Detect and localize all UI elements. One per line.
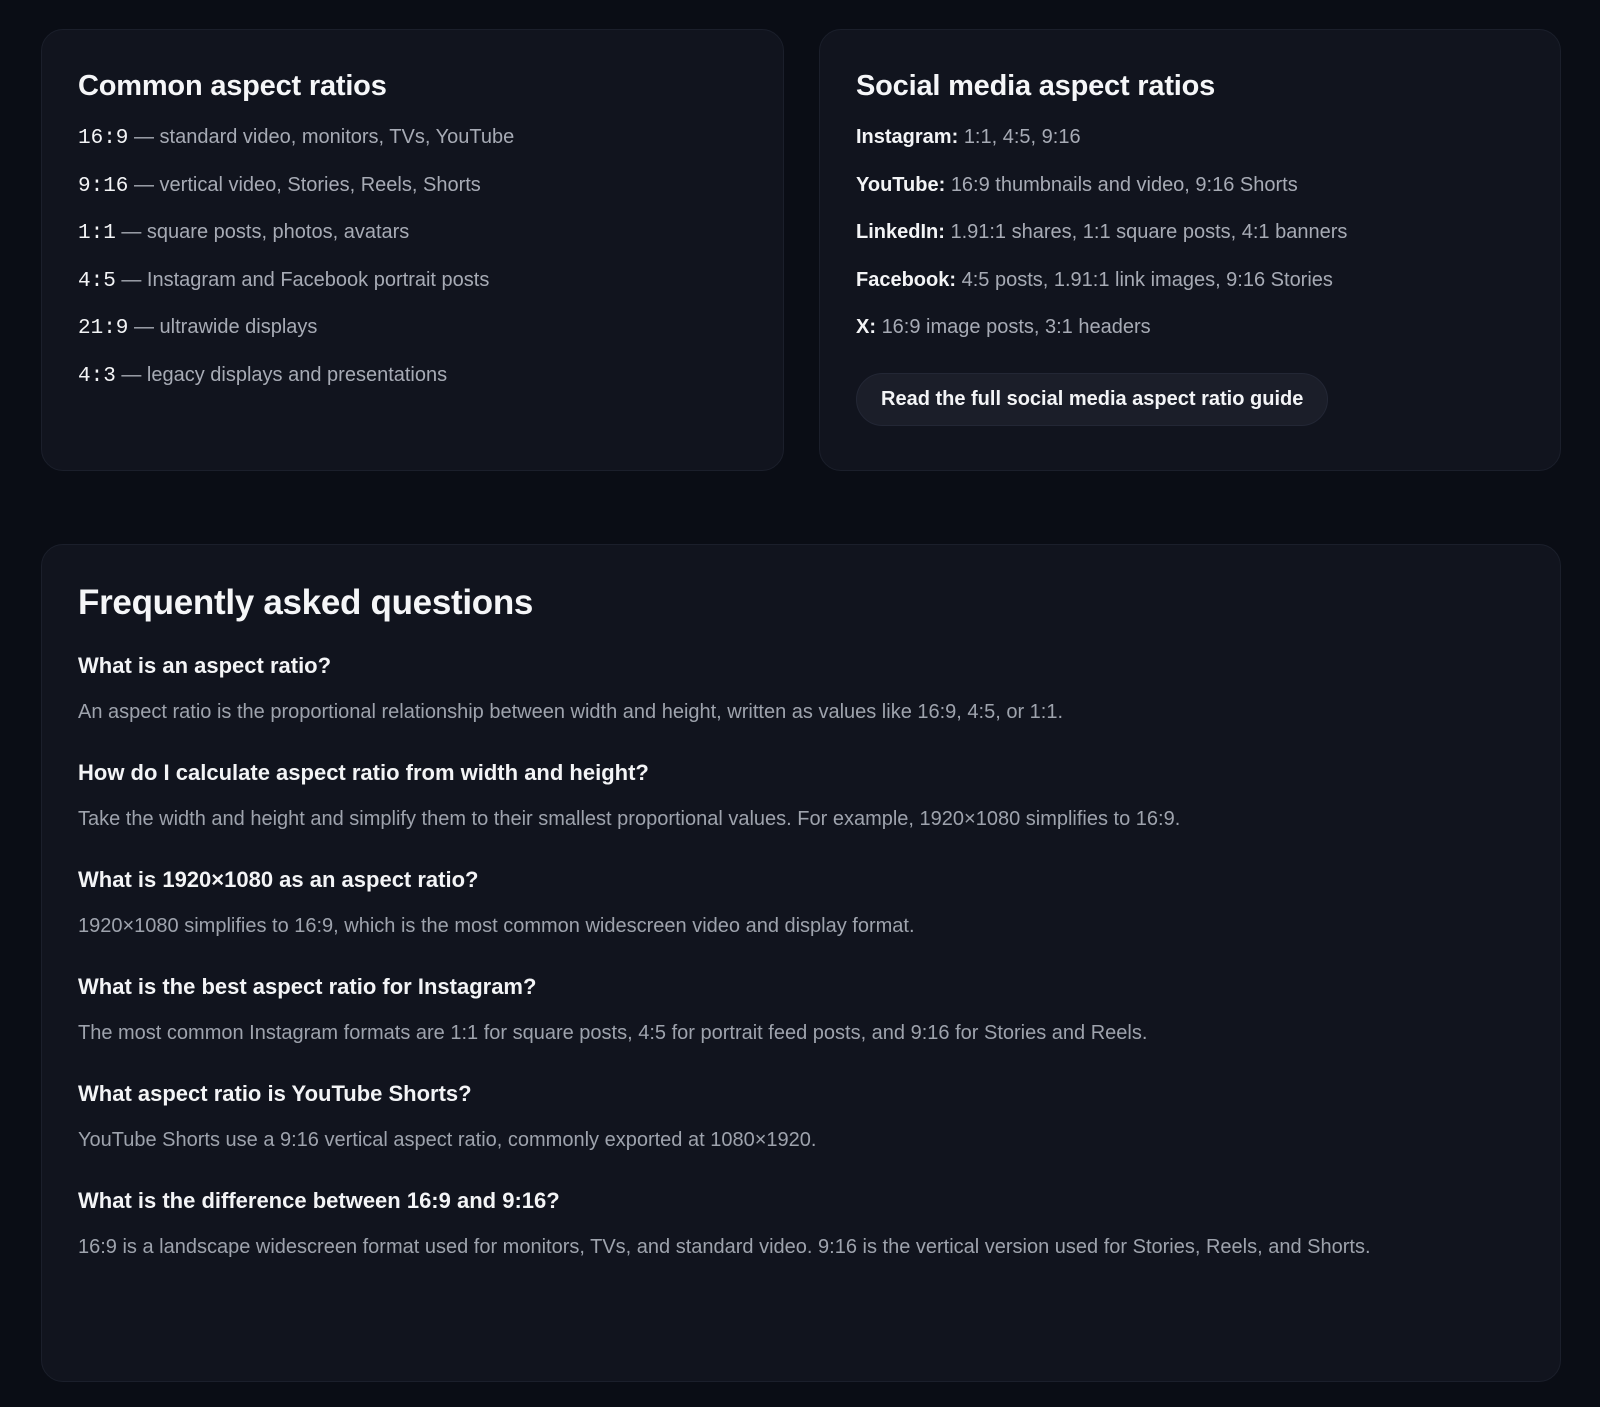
social-item: YouTube: 16:9 thumbnails and video, 9:16 Shorts: [856, 173, 1298, 196]
faq-item: [78, 760, 1524, 831]
ratio-item: 4:3 — legacy displays and presentations: [78, 363, 448, 388]
faq-answer: 16:9 is a landscape widescreen format used for monitors, TVs, and standard video. 9:16 is the vertical version used for Stories, Reels, and Shorts.: [78, 1236, 1371, 1258]
ratio-item: 1:1 — square posts, photos, avatars: [78, 221, 410, 245]
faq-question: What aspect ratio is YouTube Shorts?: [78, 1081, 472, 1106]
social-item: Facebook: 4:5 posts, 1.91:1 link images, 9:16 Stories: [856, 268, 1333, 291]
faq-item: [78, 1188, 1524, 1259]
card-title: Social media aspect ratios: [856, 70, 1216, 102]
social-guide-button[interactable]: Read the full social media aspect ratio guide: [856, 373, 1328, 426]
faq-answer: An aspect ratio is the proportional relationship between width and height, written as values like 16:9, 4:5, or 1:1.: [78, 701, 1064, 723]
faq-question: What is the difference between 16:9 and 9:16?: [78, 1188, 560, 1213]
common-ratios-card: [41, 29, 784, 471]
card-title: Common aspect ratios: [78, 70, 387, 102]
social-item: X: 16:9 image posts, 3:1 headers: [856, 316, 1151, 338]
faq-title: Frequently asked questions: [78, 583, 534, 622]
social-item: LinkedIn: 1.91:1 shares, 1:1 square posts, 4:1 banners: [856, 221, 1348, 243]
faq-answer: 1920×1080 simplifies to 16:9, which is the most common widescreen video and display format.: [78, 915, 915, 937]
social-item: Instagram: 1:1, 4:5, 9:16: [856, 126, 1081, 148]
faq-question: What is 1920×1080 as an aspect ratio?: [78, 867, 479, 892]
ratio-item: 16:9 — standard video, monitors, TVs, YouTube: [78, 126, 515, 150]
ratio-item: 21:9 — ultrawide displays: [78, 316, 318, 340]
faq-item: [78, 867, 1524, 938]
faq-question: How do I calculate aspect ratio from width and height?: [78, 760, 649, 785]
faq-item: [78, 653, 1524, 724]
faq-card: [41, 544, 1561, 1382]
faq-answer: Take the width and height and simplify them to their smallest proportional values. For example, 1920×1080 simplifies to 16:9.: [78, 808, 1181, 830]
social-ratios-card: [819, 29, 1561, 471]
faq-answer: YouTube Shorts use a 9:16 vertical aspect ratio, commonly exported at 1080×1920.: [78, 1129, 817, 1151]
faq-question: What is an aspect ratio?: [78, 653, 332, 678]
faq-item: [78, 1081, 1524, 1152]
faq-question: What is the best aspect ratio for Instagram?: [78, 974, 537, 999]
faq-item: [78, 974, 1524, 1045]
faq-answer: The most common Instagram formats are 1:1 for square posts, 4:5 for portrait feed posts, and 9:16 for Stories and Reels.: [78, 1022, 1148, 1044]
ratio-item: 9:16 — vertical video, Stories, Reels, Shorts: [78, 173, 481, 198]
ratio-item: 4:5 — Instagram and Facebook portrait posts: [78, 268, 490, 293]
